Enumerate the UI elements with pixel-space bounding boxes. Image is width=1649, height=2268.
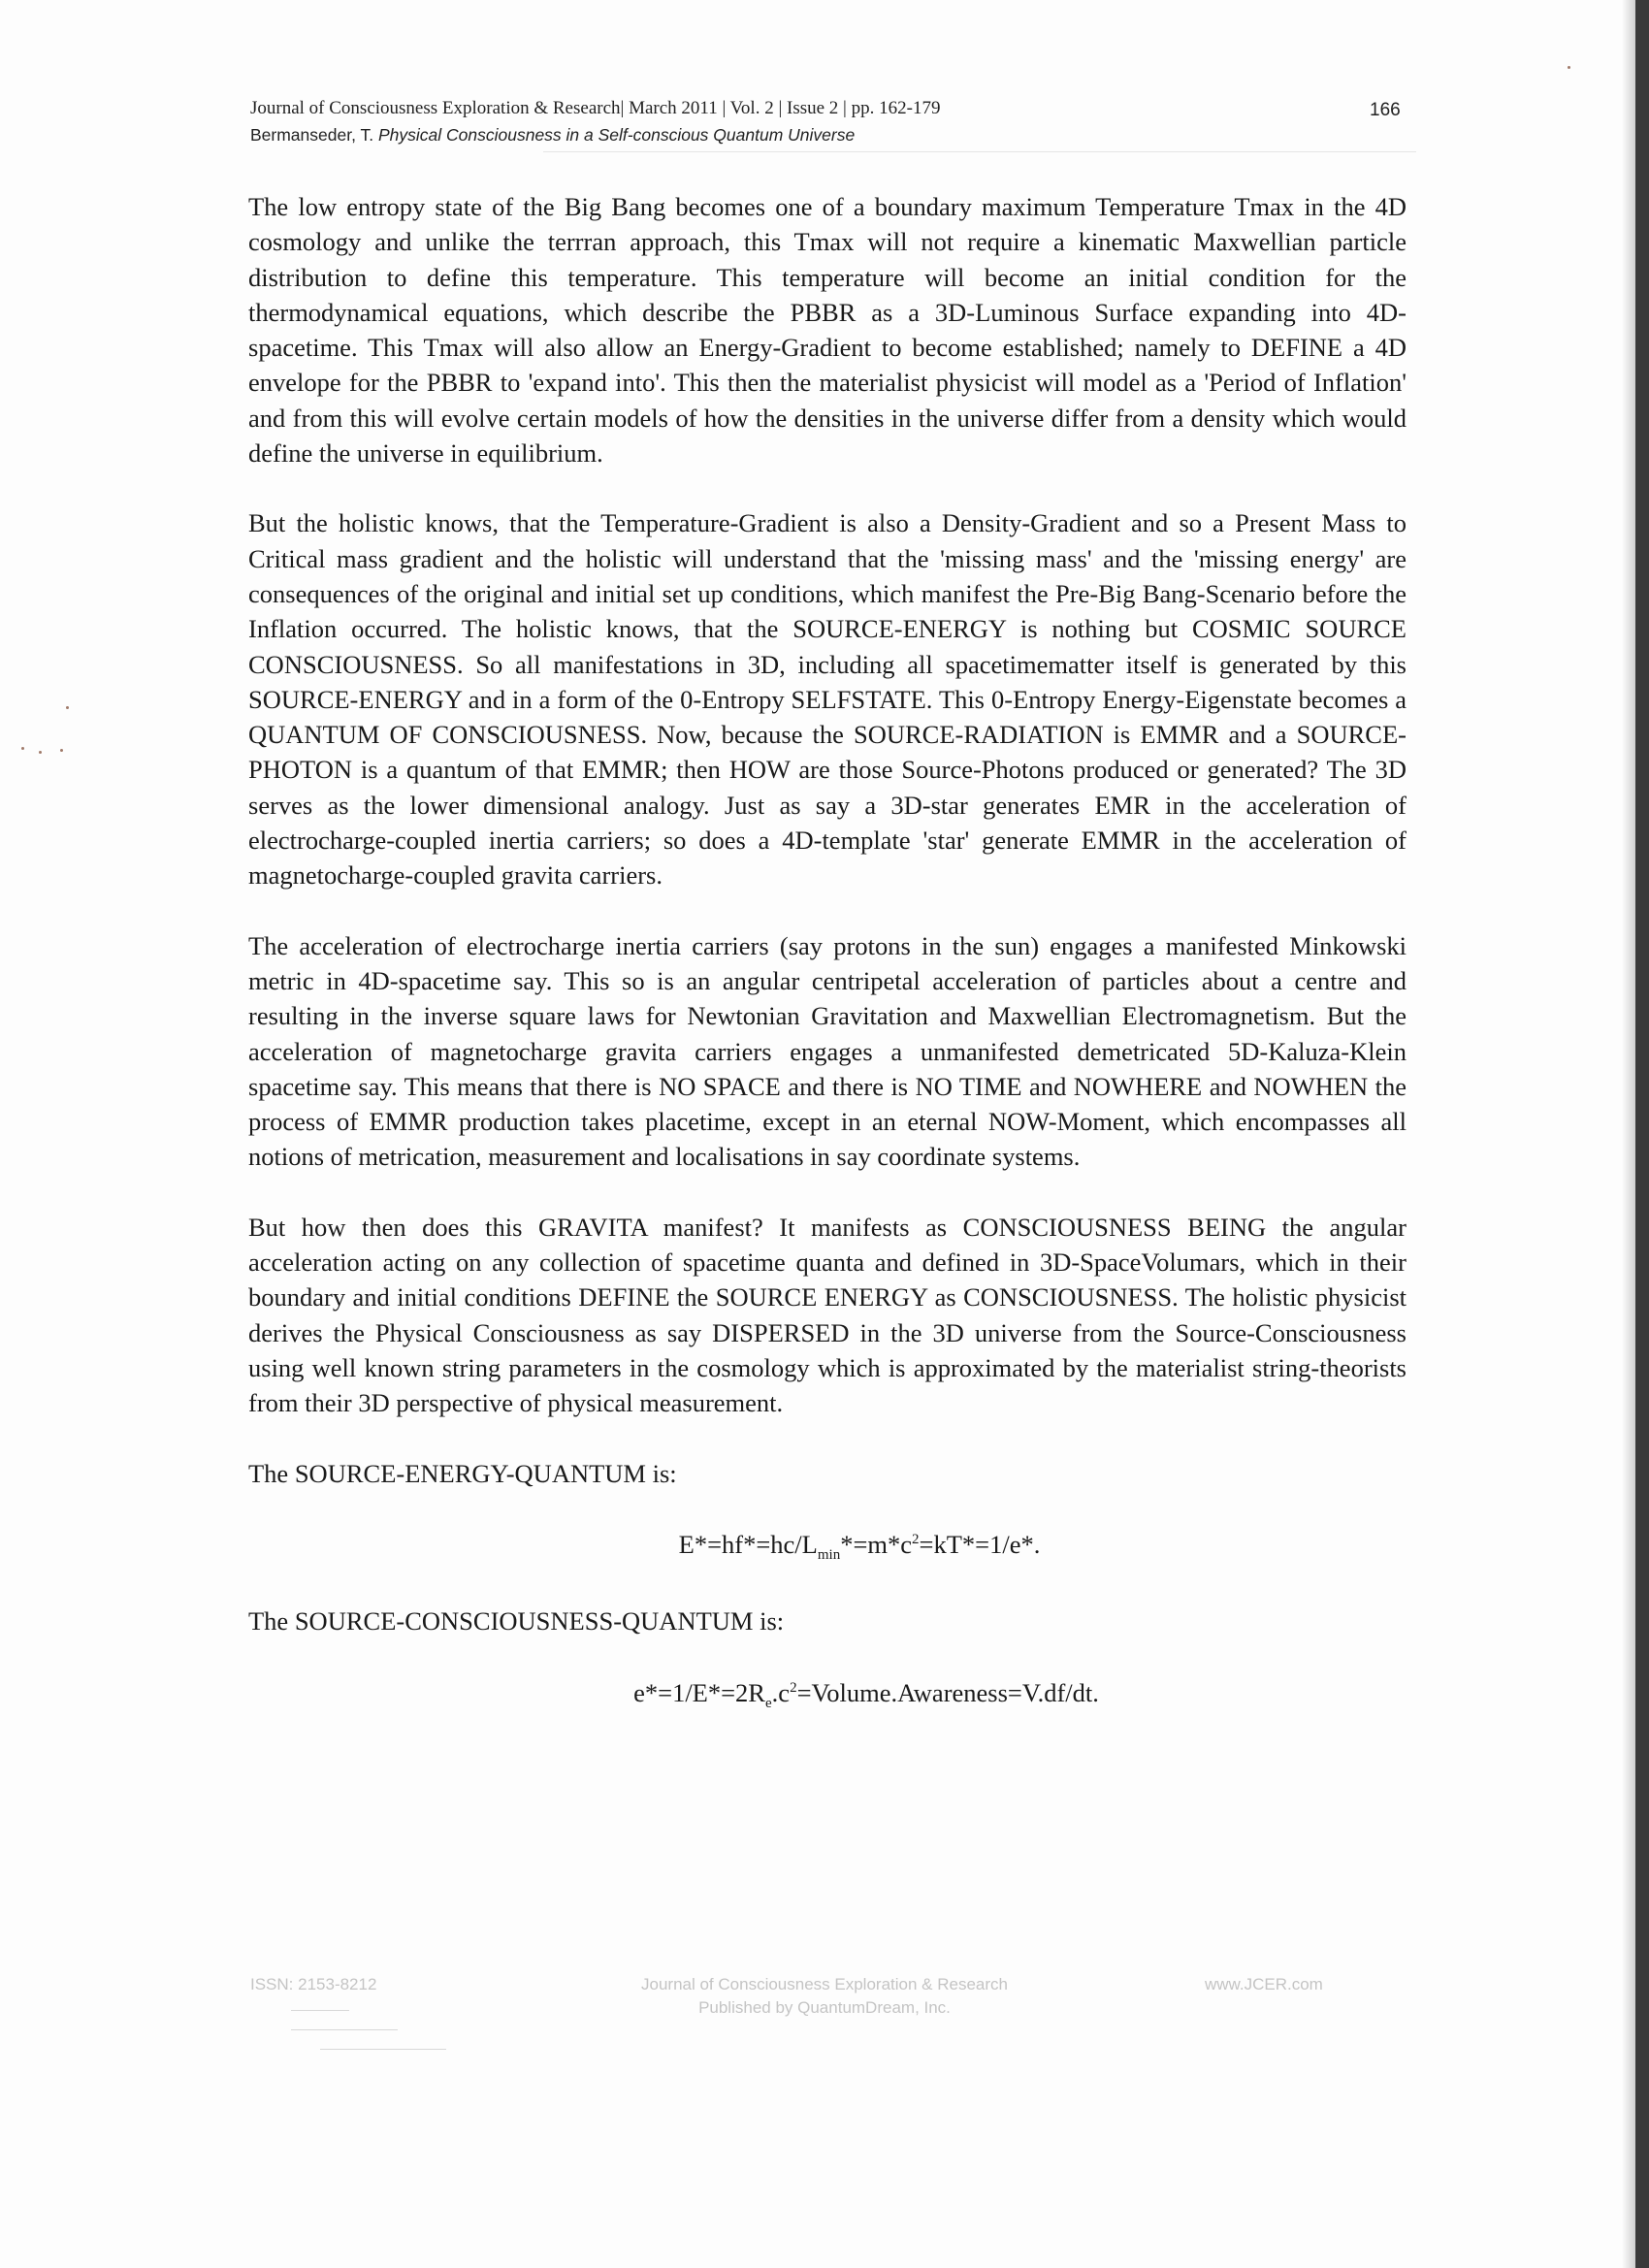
paragraph-spacing [248,470,1406,505]
page-number: 166 [1370,100,1401,120]
formula-part: *=m*c [840,1529,913,1559]
article-title: Physical Consciousness in a Self-conscious Quantum Universe [377,125,856,145]
consciousness-quantum-intro: The SOURCE-CONSCIOUSNESS-QUANTUM is: [248,1606,785,1636]
scan-speck [39,751,42,754]
footer-publisher: Published by QuantumDream, Inc. [698,1998,951,2017]
scan-smudge [291,2029,398,2030]
scan-edge [1635,0,1649,2268]
scan-speck [66,706,69,709]
formula-part: E*=hf*=hc/L [678,1529,818,1559]
paragraph-spacing [248,1175,1406,1210]
author-title-line [250,122,1406,147]
paragraph-spacing [248,1421,1406,1456]
formula-part: =kT*=1/e*. [919,1529,1041,1559]
formula-superscript: 2 [912,1531,920,1547]
scan-edge-shadow [1622,0,1635,2268]
formula-part: .c [771,1677,791,1707]
scan-speck [60,749,63,752]
scan-smudge [320,2049,446,2050]
consciousness-quantum-formula [248,1670,1406,1721]
footer-website: www.JCER.com [1205,1975,1323,1993]
scan-speck [1568,66,1570,69]
formula-subscript: e [765,1695,772,1711]
paragraph-4: But how then does this GRAVITA manifest? It manifests as CONSCIOUSNESS BEING the angular acceleration acting on any collection of spacetime quanta and defined in 3D-SpaceVolumars, which in their boundary and initial conditions DEFINE the SOURCE ENERGY as CONSCIOUSNESS. The holistic physicist derives the Physical Consciousness as say DISPERSED in the 3D universe from the Source-Consciousness using well known string parameters in the cosmology which is approximated by the materialist string-theorists from their 3D perspective of physical measurement. [248,1212,1406,1418]
formula-part: e*=1/E*=2R [633,1677,765,1707]
footer-journal-name: Journal of Consciousness Exploration & Research [641,1975,1008,1993]
formula-part: =Volume.Awareness=V.df/dt. [796,1677,1099,1707]
paragraph-3: The acceleration of electrocharge inertia carriers (say protons in the sun) engages a manifested Minkowski metric in 4D-spacetime say. This so is an angular centripetal acceleration of particles about a centre and resulting in the inverse square laws for Newtonian Gravitation and Maxwellian Electromagnetism. But the acceleration of magnetocharge gravita carriers engages a unmanifested demetricated 5D-Kaluza-Klein spacetime say. This means that there is NO SPACE and there is NO TIME and NOWHERE and NOWHEN the process of EMMR production takes placetime, except in an eternal NOW-Moment, which encompasses all notions of metrication, measurement and localisations in say coordinate systems. [248,930,1406,1172]
formula-superscript: 2 [790,1679,797,1696]
formula-subscript: min [817,1546,841,1563]
energy-quantum-intro: The SOURCE-ENERGY-QUANTUM is: [248,1458,677,1488]
energy-quantum-formula [248,1522,1406,1572]
header-divider [543,151,1416,152]
running-header [250,95,1406,147]
footer-journal-block [543,1973,1106,2020]
journal-citation: Journal of Consciousness Exploration & Research| March 2011 | Vol. 2 | Issue 2 | pp. 162-179 [250,98,941,118]
scan-smudge [291,2010,349,2011]
footer-issn: ISSN: 2153-8212 [250,1975,377,1993]
paragraph-1: The low entropy state of the Big Bang becomes one of a boundary maximum Temperature Tmax in the 4D cosmology and unlike the terrran approach, this Tmax will not require a kinematic Maxwellian particle distribution to define this temperature. This temperature will become an initial condition for the thermodynamical equations, which describe the PBBR as a 3D-Luminous Surface expanding into 4D-spacetime. This Tmax will also allow an Energy-Gradient to become established; namely to DEFINE a 4D envelope for the PBBR to 'expand into'. This then the materialist physicist will model as a 'Period of Inflation' and from this will evolve certain models of how the densities in the universe differ from a density which would define the universe in equilibrium. [248,192,1406,469]
scan-speck [21,747,24,750]
author-name: Bermanseder, T. [250,125,374,145]
paragraph-spacing [248,893,1406,928]
paragraph-2: But the holistic knows, that the Temperature-Gradient is also a Density-Gradient and so a Present Mass to Critical mass gradient and the holistic will understand that the 'missing mass' and the 'missing energy' are consequences of the original and initial set up conditions, which manifest the Pre-Big Bang-Scenario before the Inflation occurred. The holistic knows, that the SOURCE-ENERGY is nothing but COSMIC SOURCE CONSCIOUSNESS. So all manifestations in 3D, including all spacetimematter itself is generated by this SOURCE-ENERGY and in a form of the 0-Entropy SELFSTATE. This 0-Entropy Energy-Eigenstate becomes a QUANTUM OF CONSCIOUSNESS. Now, because the SOURCE-RADIATION is EMMR and a SOURCE-PHOTON is a quantum of that EMMR; then HOW are those Source-Photons produced or generated? The 3D serves as the lower dimensional analogy. Just as say a 3D-star generates EMR in the acceleration of electrocharge-coupled inertia carriers; so does a 4D-template 'star' generate EMMR in the acceleration of magnetocharge-coupled gravita carriers. [248,508,1406,891]
article-body [248,189,1406,1721]
